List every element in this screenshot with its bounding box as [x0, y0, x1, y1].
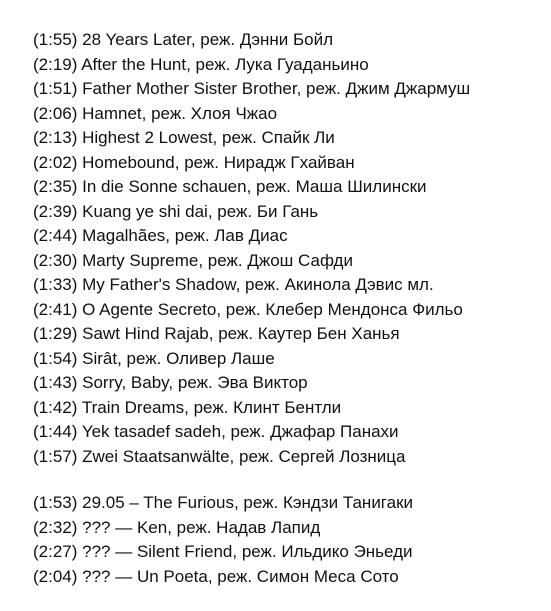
- list-item: (2:39) Kuang ye shi dai, реж. Би Гань: [33, 201, 319, 221]
- list-item: (2:02) Homebound, реж. Нирадж Гхайван: [33, 152, 355, 172]
- list-item: (2:06) Hamnet, реж. Хлоя Чжао: [33, 103, 278, 123]
- list-item: (2:19) After the Hunt, реж. Лука Гуаданьино: [33, 54, 369, 74]
- list-item: (2:32) ??? — Ken, реж. Надав Лапид: [33, 517, 321, 537]
- main-film-list: [33, 28, 470, 469]
- list-item: (2:30) Marty Supreme, реж. Джош Сафди: [33, 250, 353, 270]
- list-item: (2:35) In die Sonne schauen, реж. Маша Шилински: [33, 177, 427, 196]
- list-item: (1:57) Zwei Staatsanwälte, реж. Сергей Лозница: [33, 446, 406, 466]
- list-item: (2:13) Highest 2 Lowest, реж. Спайк Ли: [33, 128, 335, 147]
- list-item: (1:55) 28 Years Later, реж. Дэнни Бойл: [33, 30, 334, 49]
- list-item: (2:44) Magalhães, реж. Лав Диас: [33, 226, 288, 245]
- list-item: (1:44) Yek tasadef sadeh, реж. Джафар Панахи: [33, 422, 399, 441]
- list-item: (2:27) ??? — Silent Friend, реж. Ильдико Эньеди: [33, 542, 413, 561]
- list-item: (2:41) O Agente Secreto, реж. Клебер Мендонса Фильо: [33, 299, 463, 319]
- list-item: (2:04) ??? — Un Poeta, реж. Симон Меса Сото: [33, 566, 399, 586]
- list-item: (1:51) Father Mother Sister Brother, реж. Джим Джармуш: [33, 79, 471, 98]
- list-item: (1:43) Sorry, Baby, реж. Эва Виктор: [33, 373, 308, 392]
- list-item: (1:29) Sawt Hind Rajab, реж. Каутер Бен Ханья: [33, 324, 400, 343]
- list-item: (1:53) 29.05 – The Furious, реж. Кэндзи Танигаки: [33, 493, 414, 512]
- list-item: (1:33) My Father's Shadow, реж. Акинола Дэвис мл.: [33, 275, 434, 294]
- list-item: (1:54) Sirât, реж. Оливер Лаше: [33, 348, 275, 368]
- list-item: (1:42) Train Dreams, реж. Клинт Бентли: [33, 397, 342, 417]
- extra-film-list: [33, 491, 413, 589]
